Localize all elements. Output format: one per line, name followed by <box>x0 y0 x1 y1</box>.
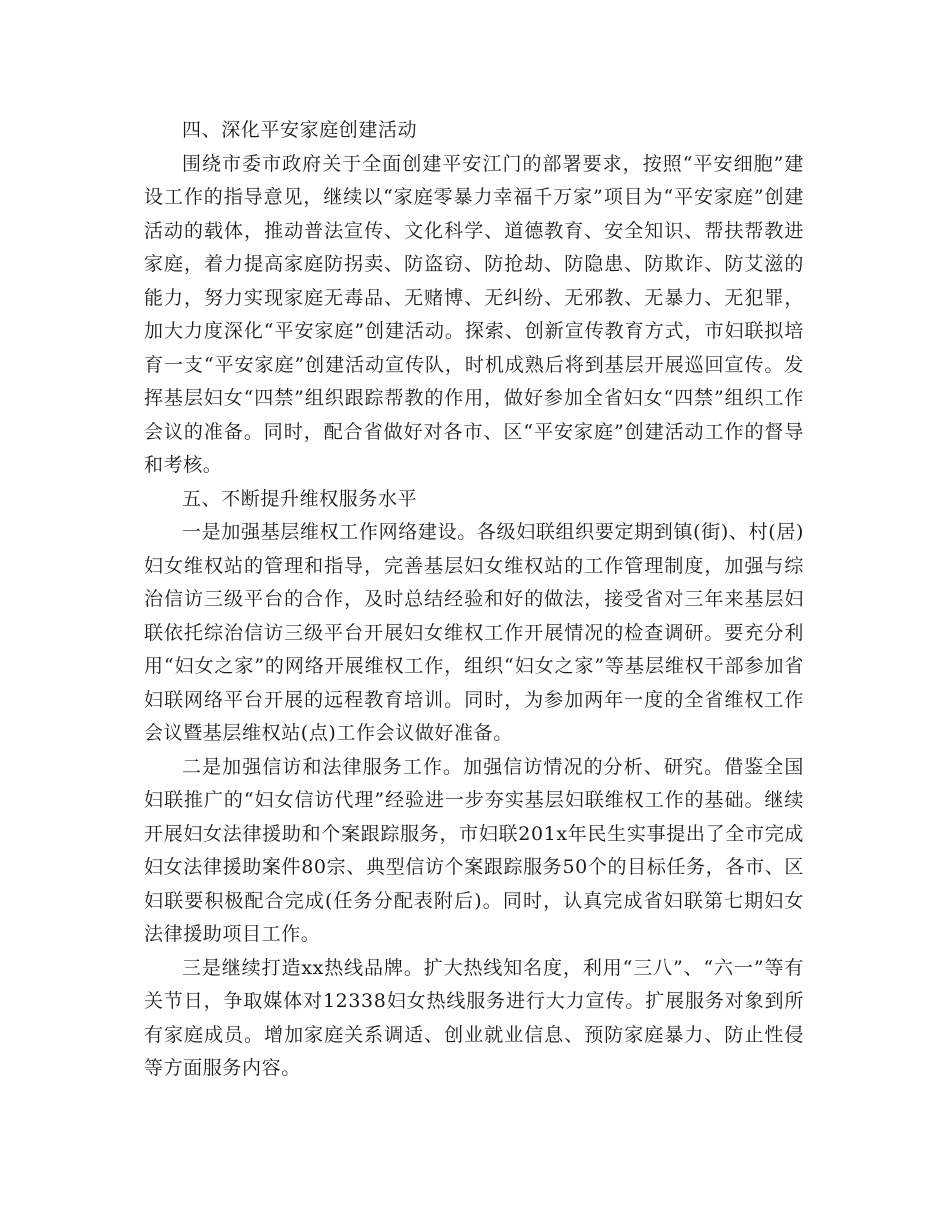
paragraph-network: 一是加强基层维权工作网络建设。各级妇联组织要定期到镇(街)、村(居)妇女维权站的管理和指导，完善基层妇女维权站的工作管理制度，加强与综治信访三级平台的合作，及时总结经验和好的做法，接受省对三年来基层妇联依托综治信访三级平台开展妇女维权工作开展情况的检查调研。要充分利用“妇女之家”的网络开展维权工作，组织“妇女之家”等基层维权干部参加省妇联网络平台开展的远程教育培训。同时，为参加两年一度的全省维权工作会议暨基层维权站(点)工作会议做好准备。 <box>144 521 804 744</box>
paragraph-safe-family: 围绕市委市政府关于全面创建平安江门的部署要求，按照“平安细胞”建设工作的指导意见，继续以“家庭零暴力幸福千万家”项目为“平安家庭”创建活动的载体，推动普法宣传、文化科学、道德教育、安全知识、帮扶帮教进家庭，着力提高家庭防拐卖、防盗窃、防抢劫、防隐患、防欺诈、防艾滋的能力，努力实现家庭无毒品、无赌博、无纠纷、无邪教、无暴力、无犯罪，加大力度深化“平安家庭”创建活动。探索、创新宣传教育方式，市妇联拟培育一支“平安家庭”创建活动宣传队，时机成熟后将到基层开展巡回宣传。发挥基层妇女“四禁”组织跟踪帮教的作用，做好参加全省妇女“四禁”组织工作会议的准备。同时，配合省做好对各市、区“平安家庭”创建活动工作的督导和考核。 <box>144 152 804 476</box>
section-heading-4: 四、深化平安家庭创建活动 <box>182 119 418 141</box>
paragraph-petition-legal: 二是加强信访和法律服务工作。加强信访情况的分析、研究。借鉴全国妇联推广的“妇女信访代理”经验进一步夯实基层妇联维权工作的基础。继续开展妇女法律援助和个案跟踪服务，市妇联201x年民生实事提出了全市完成妇女法律援助案件80宗、典型信访个案跟踪服务50个的目标任务，各市、区妇联要积极配合完成(任务分配表附后)。同时，认真完成省妇联第七期妇女法律援助项目工作。 <box>144 755 804 945</box>
section-heading-5: 五、不断提升维权服务水平 <box>182 487 418 510</box>
paragraph-hotline: 三是继续打造xx热线品牌。扩大热线知名度，利用“三八”、“六一”等有关节日，争取媒体对12338妇女热线服务进行大力宣传。扩展服务对象到所有家庭成员。增加家庭关系调适、创业就业信息、预防家庭暴力、防止性侵等方面服务内容。 <box>144 956 804 1079</box>
document-body <box>144 114 804 1086</box>
